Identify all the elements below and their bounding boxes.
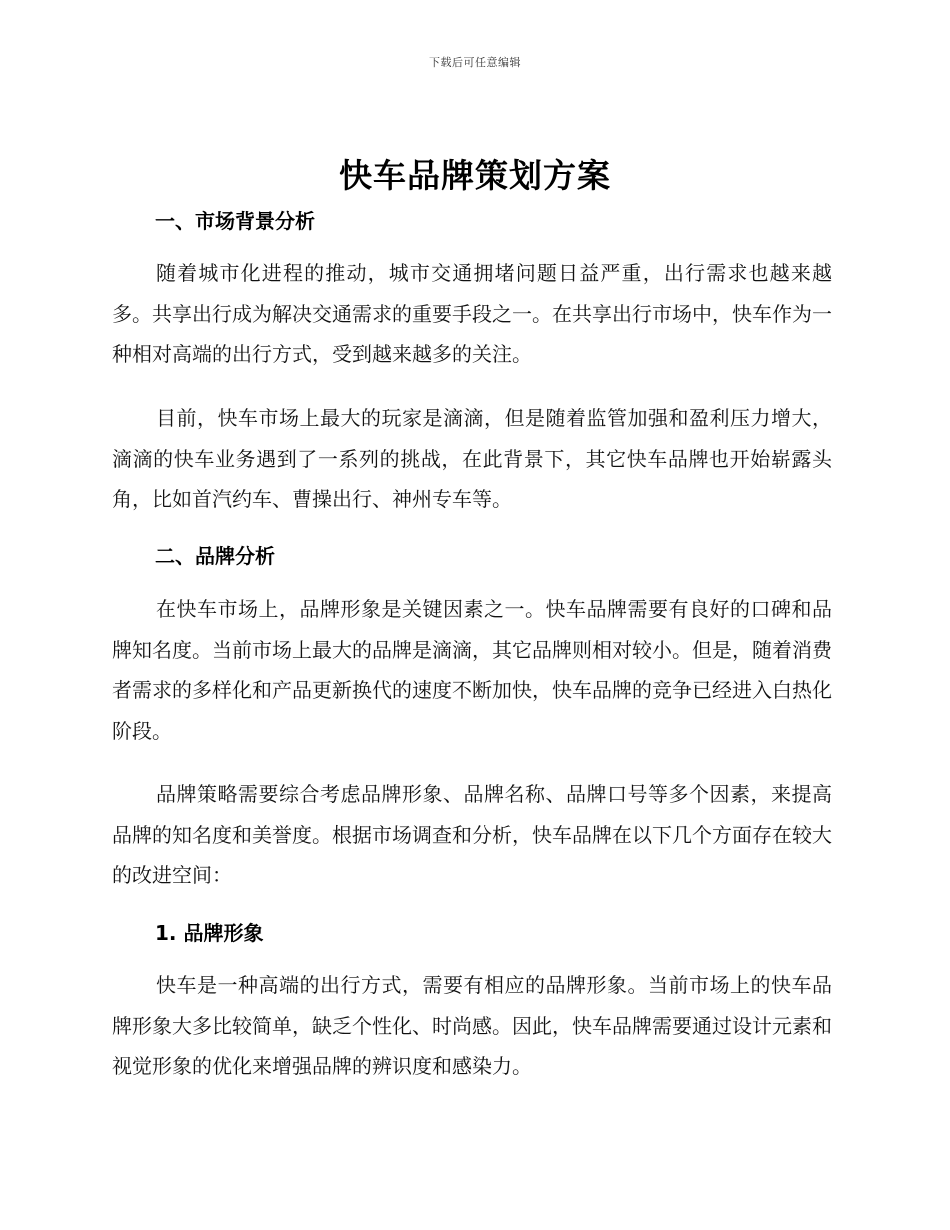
paragraph-brand-analysis-1: 在快车市场上，品牌形象是关键因素之一。快车品牌需要有良好的口碑和品牌知名度。当前市场上最大的品牌是滴滴，其它品牌则相对较小。但是，随着消费者需求的多样化和产品更新换代的速度不断加快，快车品牌的竞争已经进入白热化阶段。 xyxy=(112,597,832,743)
subsection-heading-brand-image: 1. 品牌形象 xyxy=(155,921,264,945)
document-title: 快车品牌策划方案 xyxy=(339,156,611,195)
paragraph-market-background-2: 目前，快车市场上最大的玩家是滴滴，但是随着监管加强和盈利压力增大，滴滴的快车业务遇到了一系列的挑战，在此背景下，其它快车品牌也开始崭露头角，比如首汽约车、曹操出行、神州专车等。 xyxy=(112,406,832,511)
paragraph-brand-image-1: 快车是一种高端的出行方式，需要有相应的品牌形象。当前市场上的快车品牌形象大多比较简单，缺乏个性化、时尚感。因此，快车品牌需要通过设计元素和视觉形象的优化来增强品牌的辨识度和感染力。 xyxy=(112,973,832,1078)
section-heading-brand-analysis: 二、品牌分析 xyxy=(155,544,275,568)
section-heading-market-background: 一、市场背景分析 xyxy=(155,209,315,233)
paragraph-market-background-1: 随着城市化进程的推动，城市交通拥堵问题日益严重，出行需求也越来越多。共享出行成为解决交通需求的重要手段之一。在共享出行市场中，快车作为一种相对高端的出行方式，受到越来越多的关注。 xyxy=(112,261,832,366)
paragraph-brand-analysis-2: 品牌策略需要综合考虑品牌形象、品牌名称、品牌口号等多个因素，来提高品牌的知名度和美誉度。根据市场调查和分析，快车品牌在以下几个方面存在较大的改进空间： xyxy=(112,782,832,887)
page-header-note: 下载后可任意编辑 xyxy=(429,56,521,69)
